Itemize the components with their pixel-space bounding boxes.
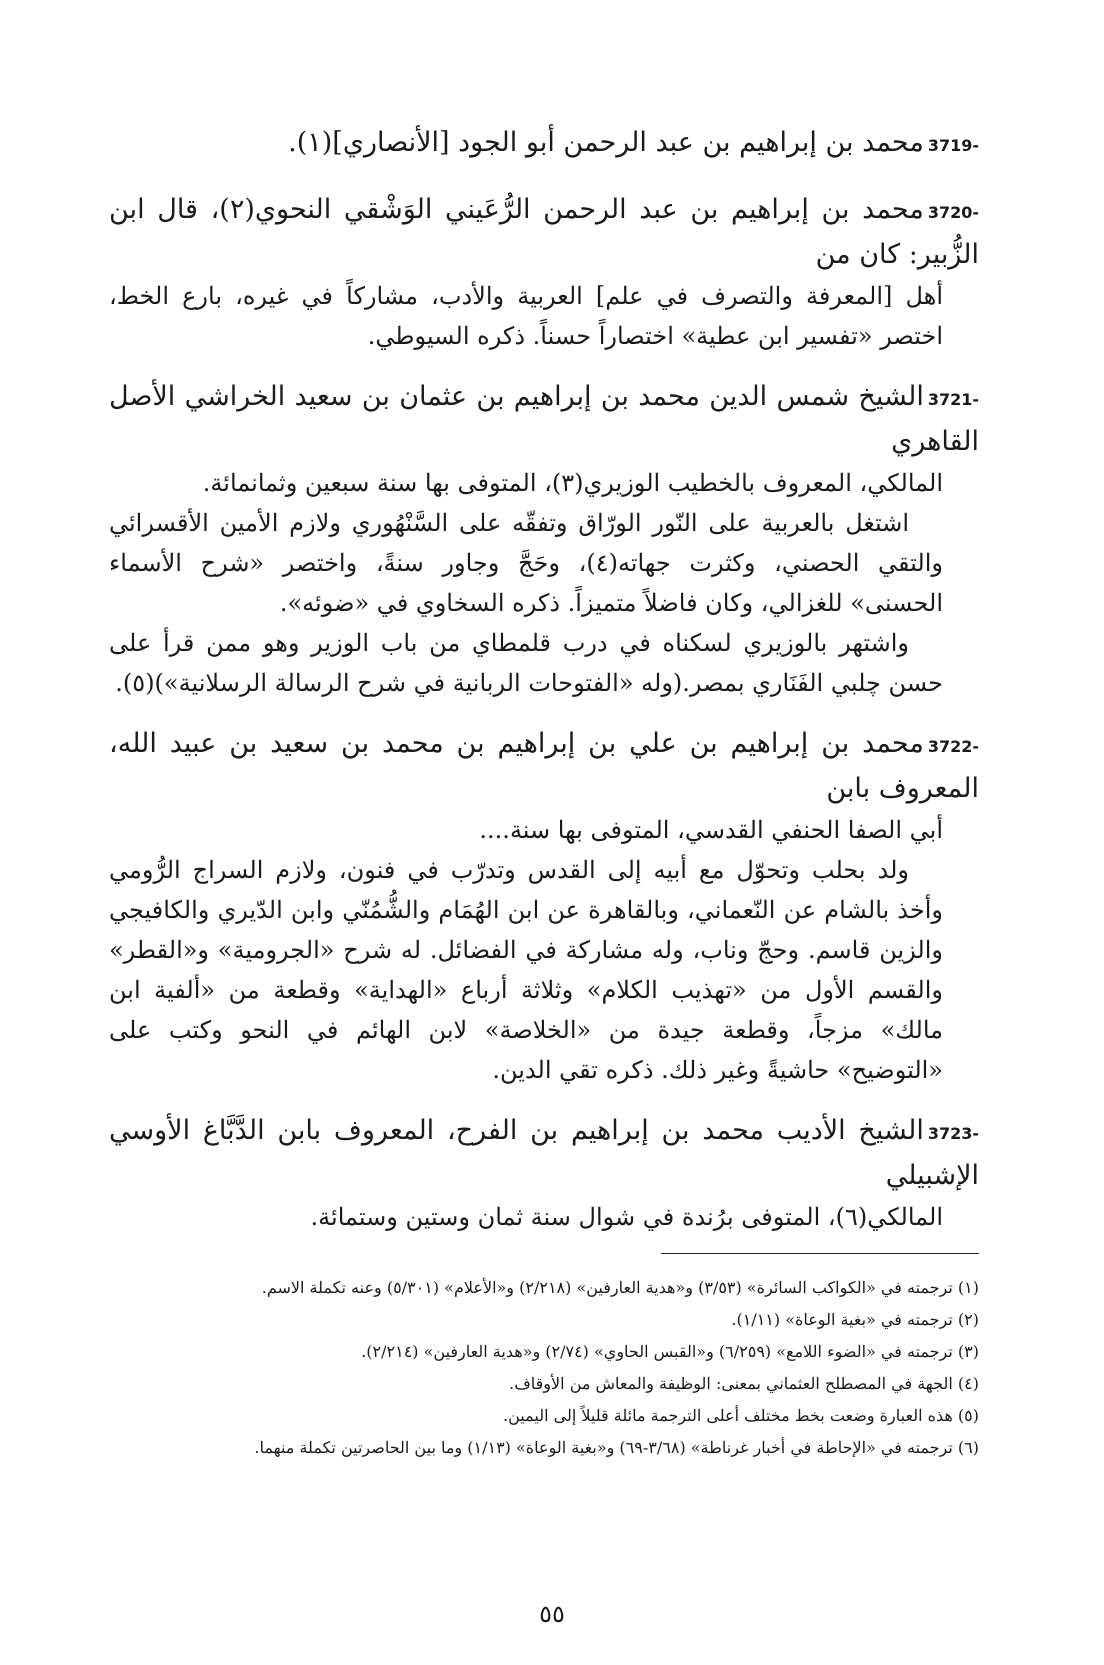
entry-number: 3719-: [927, 136, 979, 155]
page-number: ٥٥: [539, 1600, 565, 1628]
entry-body: [109, 1197, 979, 1237]
entry-body: [109, 463, 979, 703]
footnote-divider: [661, 1253, 979, 1254]
footnote: (٥) هذه العبارة وضعت بخط مختلف أعلى الترجمة مائلة قليلاً إلى اليمين.: [503, 1406, 979, 1425]
entry-number: 3722-: [927, 737, 979, 756]
entry-paragraph: أبي الصفا الحنفي القدسي، المتوفى بها سنة....: [479, 816, 943, 844]
entry-body: [109, 810, 979, 1090]
entries-list: [109, 122, 979, 1257]
entry-heading-text: محمد بن إبراهيم بن عبد الرحمن أبو الجود [الأنصاري](١).: [288, 127, 924, 158]
entry-heading-text: الشيخ شمس الدين محمد بن إبراهيم بن عثمان بن سعيد الخراشي الأصل القاهري: [109, 381, 979, 457]
entry-heading: [109, 122, 979, 167]
entry-paragraph: اشتغل بالعربية على النّور الورّاق وتفقّه على السَّنْهُوري ولازم الأمين الأقسرائي والتقي الحصني، وكثرت جهاته(٤)، وحَجَّ وجاور سنةً، واختصر «شرح الأسماء الحسنى» للغزالي، وكان فاضلاً متميزاً. ذكره السخاوي في «ضوئه».: [109, 509, 943, 617]
entry-3719: [109, 122, 979, 167]
entry-paragraph: أهل [المعرفة والتصرف في علم] العربية والأدب، مشاركاً في غيره، بارع الخط، اختصر «تفسير ابن عطية» اختصاراً حسناً. ذكره السيوطي.: [109, 282, 943, 350]
entry-3723: [109, 1110, 979, 1237]
entry-body: [109, 276, 979, 356]
entry-number: 3723-: [927, 1124, 979, 1143]
entry-heading-text: الشيخ الأديب محمد بن إبراهيم بن الفرح، المعروف بابن الدَّبَّاغ الأوسي الإشبيلي: [109, 1115, 979, 1191]
entry-paragraph: واشتهر بالوزيري لسكناه في درب قلمطاي من باب الوزير وهو ممن قرأ على حسن چلبي الفَنَاري بمصر.(وله «الفتوحات الربانية في شرح الرسالة الرسلانية»)(٥).: [109, 629, 943, 697]
entry-paragraph: المالكي، المعروف بالخطيب الوزيري(٣)، المتوفى بها سنة سبعين وثمانمائة.: [202, 469, 943, 497]
entry-heading: [109, 1110, 979, 1197]
entry-heading: [109, 723, 979, 810]
entry-heading-text: محمد بن إبراهيم بن علي بن إبراهيم بن محمد بن سعيد بن عبيد الله، المعروف بابن: [109, 728, 979, 804]
footnote: (٢) ترجمته في «بغية الوعاة» (١/١١).: [731, 1310, 979, 1329]
entry-paragraph: ولد بحلب وتحوّل مع أبيه إلى القدس وتدرّب في فنون، ولازم السراج الرُّومي وأخذ بالشام عن النّعماني، وبالقاهرة عن ابن الهُمَام والشُّمُنّي وابن الدّيري والكافيجي والزين قاسم. وحجّ وناب، وله مشاركة في الفضائل. له شرح «الجرومية» و«القطر» والقسم الأول من «تهذيب الكلام» وثلاثة أرباع «الهداية» وقطعة من «ألفية ابن مالك» مزجاً، وقطعة جيدة من «الخلاصة» لابن الهائم في النحو وكتب على «التوضيح» حاشيةً وغير ذلك. ذكره تقي الدين.: [109, 856, 944, 1084]
entry-3721: [109, 376, 979, 703]
footnote: (٤) الجهة في المصطلح العثماني بمعنى: الوظيفة والمعاش من الأوقاف.: [509, 1374, 979, 1393]
entry-number: 3721-: [927, 390, 979, 409]
footnote: (٣) ترجمته في «الضوء اللامع» (٦/٢٥٩) و«القبس الحاوي» (٢/٧٤) و«هدية العارفين» (٢/٢١٤).: [361, 1342, 979, 1361]
footnotes: [109, 1272, 979, 1464]
entry-heading: [109, 189, 979, 276]
entry-heading-text: محمد بن إبراهيم بن عبد الرحمن الرُّعَيني الوَشْقي النحوي(٢)، قال ابن الزُّبير: كان من: [109, 194, 979, 270]
entry-paragraph: المالكي(٦)، المتوفى برُندة في شوال سنة ثمان وستين وستمائة.: [310, 1203, 943, 1231]
entry-heading: [109, 376, 979, 463]
entry-3722: [109, 723, 979, 1090]
footnote: (٦) ترجمته في «الإحاطة في أخبار غرناطة» (٣/٦٨-٦٩) و«بغية الوعاة» (١/١٣) وما بين الحاصرتين تكملة منهما.: [254, 1438, 979, 1457]
entry-3720: [109, 189, 979, 356]
entry-number: 3720-: [927, 203, 979, 222]
footnote: (١) ترجمته في «الكواكب السائرة» (٣/٥٣) و«هدية العارفين» (٢/٢١٨) و«الأعلام» (٥/٣٠١) وعنه تكملة الاسم.: [261, 1278, 979, 1297]
